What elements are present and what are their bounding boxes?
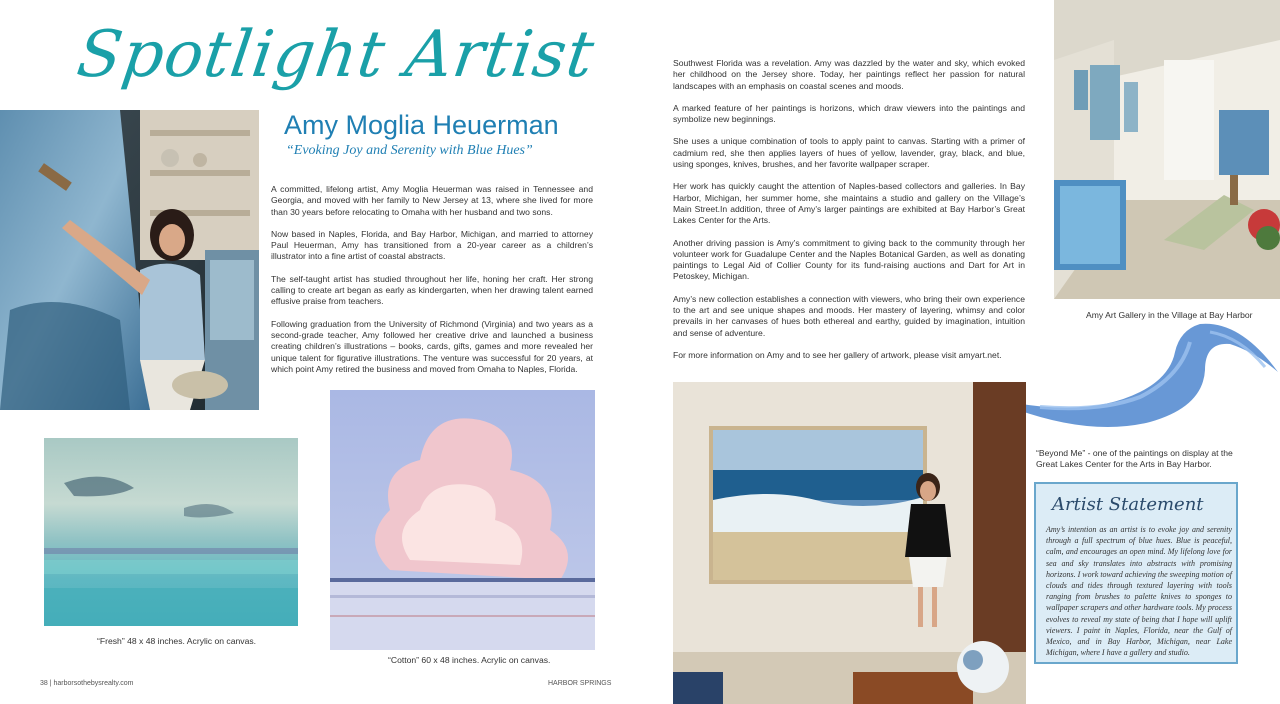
article-column-2 [673,58,1025,372]
paragraph: Southwest Florida was a revelation. Amy was dazzled by the water and sky, which evoked her childhood on the Jersey shore. Today, her paintings reflect her passion for natural landscapes with an emphasis on coastal scenes and moods. [673,58,1025,91]
paragraph: Now based in Naples, Florida, and Bay Harbor, Michigan, and married to attorney Paul Heuerman, Amy has transitioned from a 20-year career as a children’s illustrator into a fine artist of coastal abstracts. [271,228,593,262]
paragraph: For more information on Amy and to see her gallery of artwork, please visit amyart.net. [673,349,1002,360]
painting-cotton [330,390,595,650]
artist-statement-title: Artist Statement [1052,494,1204,515]
beyond-me-photo [673,382,1026,704]
painting-fresh [44,438,298,626]
paragraph: A marked feature of her paintings is horizons, which draw viewers into the paintings and symbolize new beginnings. [673,102,1025,125]
artist-painting-photo [0,110,259,410]
paragraph: Another driving passion is Amy’s commitment to giving back to the community through her volunteer work for Guadalupe Center and the Naples Botanical Garden, as well as donating paintings to Legal Aid of Collier County for its fund-raising auctions and Dart for Art in Petoskey, Michigan. [673,237,1025,282]
paragraph: She uses a unique combination of tools to apply paint to canvas. Starting with a primer of cadmium red, she then applies layers of hues of yellow, lavender, gray, black, and blue, using sponges, knives, brushes, and her favorite wallpaper scraper. [673,136,1025,170]
paragraph: Amy’s new collection establishes a connection with viewers, who bring their own experience to the art and see unique shapes and moods. Her mastery of layering, whimsy and color prevails in her canvases of hues both ethereal and earthy, guided by imagination, intuition and sense of adventure. [673,293,1025,338]
artist-statement-body: Amy’s intention as an artist is to evoke joy and serenity through a full spectrum of blue hues. Blue is peaceful, calm, and encourages an open mind. My lifelong love for sea and sky translates into abstracts with promising horizons. I work toward achieving the sweeping motion of clouds and tides through textured layering with tools ranging from brushes to palette knives to sponges to wallpaper scrapers and other hardware tools. My process evolves to reveal my state of being that I hope will uplift viewers. I paint in Naples, Florida, near the Gulf of Mexico, and in Bay Harbor, Michigan, near Lake Michigan, where I have a gallery and studio. [1046,525,1232,658]
paragraph: Following graduation from the University of Richmond (Virginia) and two years as a second-grade teacher, Amy followed her creative drive and launched a business creating children’s illustrations – books, cards, gifts, games and more revealed her unique talent for figurative illustrations. The venture was successful for 20 years, at which point Amy retired the business and moved from Omaha to Naples, Florida. [271,318,593,374]
caption-beyond-line2: Great Lakes Center for the Arts in Bay Harbor. [1036,459,1212,469]
paragraph: The self-taught artist has studied throughout her life, honing her craft. Her strong calling to create art began as early as kindergarten, when her drawing talent earned effusive praise from teachers. [271,273,593,307]
footer-section: HARBOR SPRINGS [548,680,612,687]
article-column-1 [271,184,593,386]
paragraph: A committed, lifelong artist, Amy Moglia Heuerman was raised in Tennessee and Georgia, and moved with her family to New Jersey at 13, where she lived for more than 30 years before relocating to Omaha with her husband and two sons. [271,184,593,217]
page-title: Spotlight Artist [72,18,600,92]
paragraph: Her work has quickly caught the attention of Naples-based collectors and galleries. In Bay Harbor, Michigan, her summer home, she maintains a studio and gallery on the Village’s Main Street.In addition, three of Amy’s larger paintings are exhibited at Bay Harbor’s Great Lakes Center for the Arts. [673,181,1025,226]
caption-gallery: Amy Art Gallery in the Village at Bay Harbor [1086,310,1253,320]
artist-name: Amy Moglia Heuerman [284,110,559,140]
caption-beyond-line1: “Beyond Me” - one of the paintings on display at the [1036,448,1233,458]
artist-statement-box [1034,482,1238,664]
gallery-photo [1054,0,1280,299]
article-subtitle: “Evoking Joy and Serenity with Blue Hues” [286,143,533,158]
brush-stroke-decoration [1000,312,1280,442]
caption-fresh: “Fresh” 48 x 48 inches. Acrylic on canvas. [97,636,257,646]
caption-cotton: “Cotton” 60 x 48 inches. Acrylic on canvas. [388,655,551,665]
footer-page-info: 38 | harborsothebysrealty.com [40,680,134,687]
